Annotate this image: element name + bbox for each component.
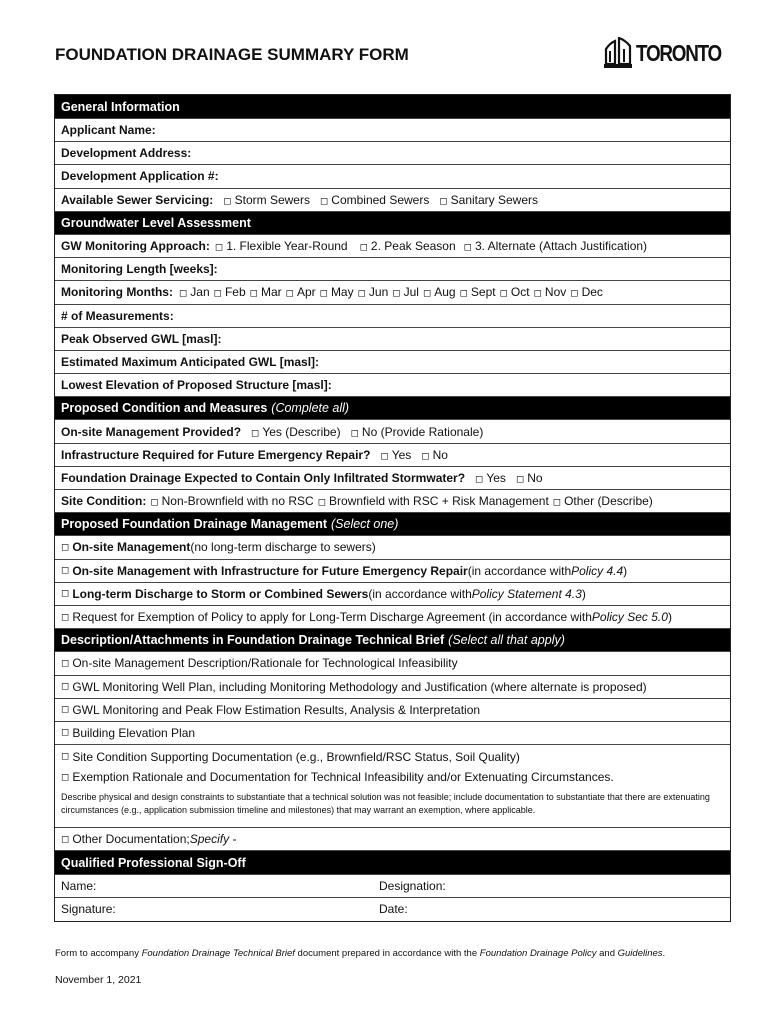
summary-form — [54, 94, 731, 922]
management-discharge-option[interactable]: ◻ Long-term Discharge to Storm or Combined Sewers (in accordance with Policy Statement 4.3 ) — [55, 583, 730, 606]
footer-note: Form to accompany Foundation Drainage Technical Brief document prepared in accordance with the Foundation Drainage Policy and Guidelines. — [55, 948, 666, 959]
month-jul-checkbox[interactable]: ◻ Jul — [392, 285, 419, 300]
attachment-elevation-plan-checkbox[interactable]: ◻ Building Elevation Plan — [55, 722, 730, 745]
exemption-description-text: Describe physical and design constraints to substantiate that a technical solution was not feasible; include documentation to substantiate that there are extenuating circumstances (e.g., application submission timeline and milestones) that may warrant an exemption, where applicable. — [55, 786, 730, 828]
development-application-field[interactable]: Development Application #: — [55, 165, 730, 188]
month-may-checkbox[interactable]: ◻ May — [319, 285, 354, 300]
infra-yes-checkbox[interactable]: ◻ Yes — [380, 447, 412, 462]
sanitary-sewers-checkbox[interactable]: ◻ Sanitary Sewers — [439, 192, 539, 207]
site-nonbrownfield-checkbox[interactable]: ◻ Non-Brownfield with no RSC — [150, 494, 314, 509]
signature-date-row — [55, 898, 730, 921]
peak-gwl-field[interactable]: Peak Observed GWL [masl]: — [55, 328, 730, 351]
name-designation-row — [55, 875, 730, 898]
section-header-groundwater: Groundwater Level Assessment — [55, 212, 730, 235]
management-infrastructure-option[interactable]: ◻ On-site Management with Infrastructure for Future Emergency Repair (in accordance with Policy 4.4 ) — [55, 560, 730, 583]
development-address-field[interactable]: Development Address: — [55, 142, 730, 165]
onsite-management-row: On-site Management Provided? ◻ Yes (Describe) ◻ No (Provide Rationale) — [55, 420, 730, 443]
attachment-other-checkbox[interactable]: ◻ Other Documentation; Specify - — [55, 828, 730, 851]
month-mar-checkbox[interactable]: ◻ Mar — [249, 285, 282, 300]
site-other-checkbox[interactable]: ◻ Other (Describe) — [552, 494, 653, 509]
onsite-no-checkbox[interactable]: ◻ No (Provide Rationale) — [350, 424, 484, 439]
approach-flexible-checkbox[interactable]: ◻ 1. Flexible Year-Round — [214, 239, 348, 254]
attachment-well-plan-checkbox[interactable]: ◻ GWL Monitoring Well Plan, including Monitoring Methodology and Justification (where alternate is proposed) — [55, 676, 730, 699]
section-header-general: General Information — [55, 95, 730, 119]
month-apr-checkbox[interactable]: ◻ Apr — [285, 285, 316, 300]
month-oct-checkbox[interactable]: ◻ Oct — [499, 285, 530, 300]
date-field[interactable]: Date: — [379, 902, 408, 917]
month-feb-checkbox[interactable]: ◻ Feb — [213, 285, 246, 300]
month-jan-checkbox[interactable]: ◻ Jan — [178, 285, 210, 300]
section-header-management: Proposed Foundation Drainage Management (Select one) — [55, 513, 730, 536]
attachment-onsite-checkbox[interactable]: ◻ On-site Management Description/Rationale for Technological Infeasibility — [55, 652, 730, 675]
onsite-yes-checkbox[interactable]: ◻ Yes (Describe) — [251, 424, 341, 439]
page-title: FOUNDATION DRAINAGE SUMMARY FORM — [55, 45, 409, 64]
management-onsite-option[interactable]: ◻ On-site Management (no long-term discharge to sewers) — [55, 536, 730, 559]
sewer-servicing-row: Available Sewer Servicing: ◻ Storm Sewers ◻ Combined Sewers ◻ Sanitary Sewers — [55, 189, 730, 212]
name-field[interactable]: Name: — [61, 878, 97, 893]
storm-sewers-checkbox[interactable]: ◻ Storm Sewers — [223, 192, 310, 207]
toronto-logo — [603, 36, 740, 70]
attachment-monitoring-results-checkbox[interactable]: ◻ GWL Monitoring and Peak Flow Estimation Results, Analysis & Interpretation — [55, 699, 730, 722]
designation-field[interactable]: Designation: — [379, 878, 446, 893]
applicant-name-field[interactable]: Applicant Name: — [55, 119, 730, 142]
drain-yes-checkbox[interactable]: ◻ Yes — [475, 470, 506, 485]
section-header-signoff: Qualified Professional Sign-Off — [55, 851, 730, 874]
management-exemption-option[interactable]: ◻ Request for Exemption of Policy to apply for Long-Term Discharge Agreement (in accordance with Policy Sec 5.0 ) — [55, 606, 730, 629]
city-hall-icon — [603, 37, 633, 69]
drain-no-checkbox[interactable]: ◻ No — [515, 470, 543, 485]
attachment-site-condition-checkbox[interactable]: ◻ Site Condition Supporting Documentation (e.g., Brownfield/RSC Status, Soil Quality) — [61, 749, 520, 764]
section-header-proposed: Proposed Condition and Measures (Complete all) — [55, 397, 730, 420]
site-condition-row: Site Condition: ◻ Non-Brownfield with no RSC ◻ Brownfield with RSC + Risk Management ◻ Other (Describe) — [55, 490, 730, 513]
month-jun-checkbox[interactable]: ◻ Jun — [357, 285, 389, 300]
approach-peak-checkbox[interactable]: ◻ 2. Peak Season — [359, 239, 456, 254]
combined-sewers-checkbox[interactable]: ◻ Combined Sewers — [319, 192, 430, 207]
month-nov-checkbox[interactable]: ◻ Nov — [533, 285, 567, 300]
month-aug-checkbox[interactable]: ◻ Aug — [422, 285, 456, 300]
approach-alternate-checkbox[interactable]: ◻ 3. Alternate (Attach Justification) — [463, 239, 648, 254]
logo-wordmark: TORONTO — [636, 39, 722, 66]
document-date: November 1, 2021 — [55, 974, 142, 986]
stormwater-row: Foundation Drainage Expected to Contain Only Infiltrated Stormwater? ◻ Yes ◻ No — [55, 467, 730, 490]
section-header-attachments: Description/Attachments in Foundation Drainage Technical Brief (Select all that apply) — [55, 629, 730, 652]
infra-no-checkbox[interactable]: ◻ No — [421, 447, 448, 462]
site-brownfield-checkbox[interactable]: ◻ Brownfield with RSC + Risk Management — [317, 494, 549, 509]
gw-approach-row: GW Monitoring Approach: ◻ 1. Flexible Year-Round ◻ 2. Peak Season ◻ 3. Alternate (Attach Justification) — [55, 235, 730, 258]
estimated-gwl-field[interactable]: Estimated Maximum Anticipated GWL [masl]: — [55, 351, 730, 374]
month-dec-checkbox[interactable]: ◻ Dec — [570, 285, 603, 300]
monitoring-months-row: Monitoring Months: ◻ Jan ◻ Feb ◻ Mar ◻ Apr ◻ May ◻ Jun ◻ Jul ◻ Aug ◻ Sept ◻ Oct ◻ Nov ◻ Dec — [55, 281, 730, 304]
attachment-exemption-checkbox[interactable]: ◻ Exemption Rationale and Documentation for Technical Infeasibility and/or Extenuating Circumstances. — [61, 770, 614, 785]
infrastructure-row: Infrastructure Required for Future Emergency Repair? ◻ Yes ◻ No — [55, 444, 730, 467]
lowest-elevation-field[interactable]: Lowest Elevation of Proposed Structure [masl]: — [55, 374, 730, 397]
signature-field[interactable]: Signature: — [61, 902, 116, 917]
monitoring-length-field[interactable]: Monitoring Length [weeks]: — [55, 258, 730, 281]
month-sept-checkbox[interactable]: ◻ Sept — [459, 285, 496, 300]
measurements-field[interactable]: # of Measurements: — [55, 305, 730, 328]
